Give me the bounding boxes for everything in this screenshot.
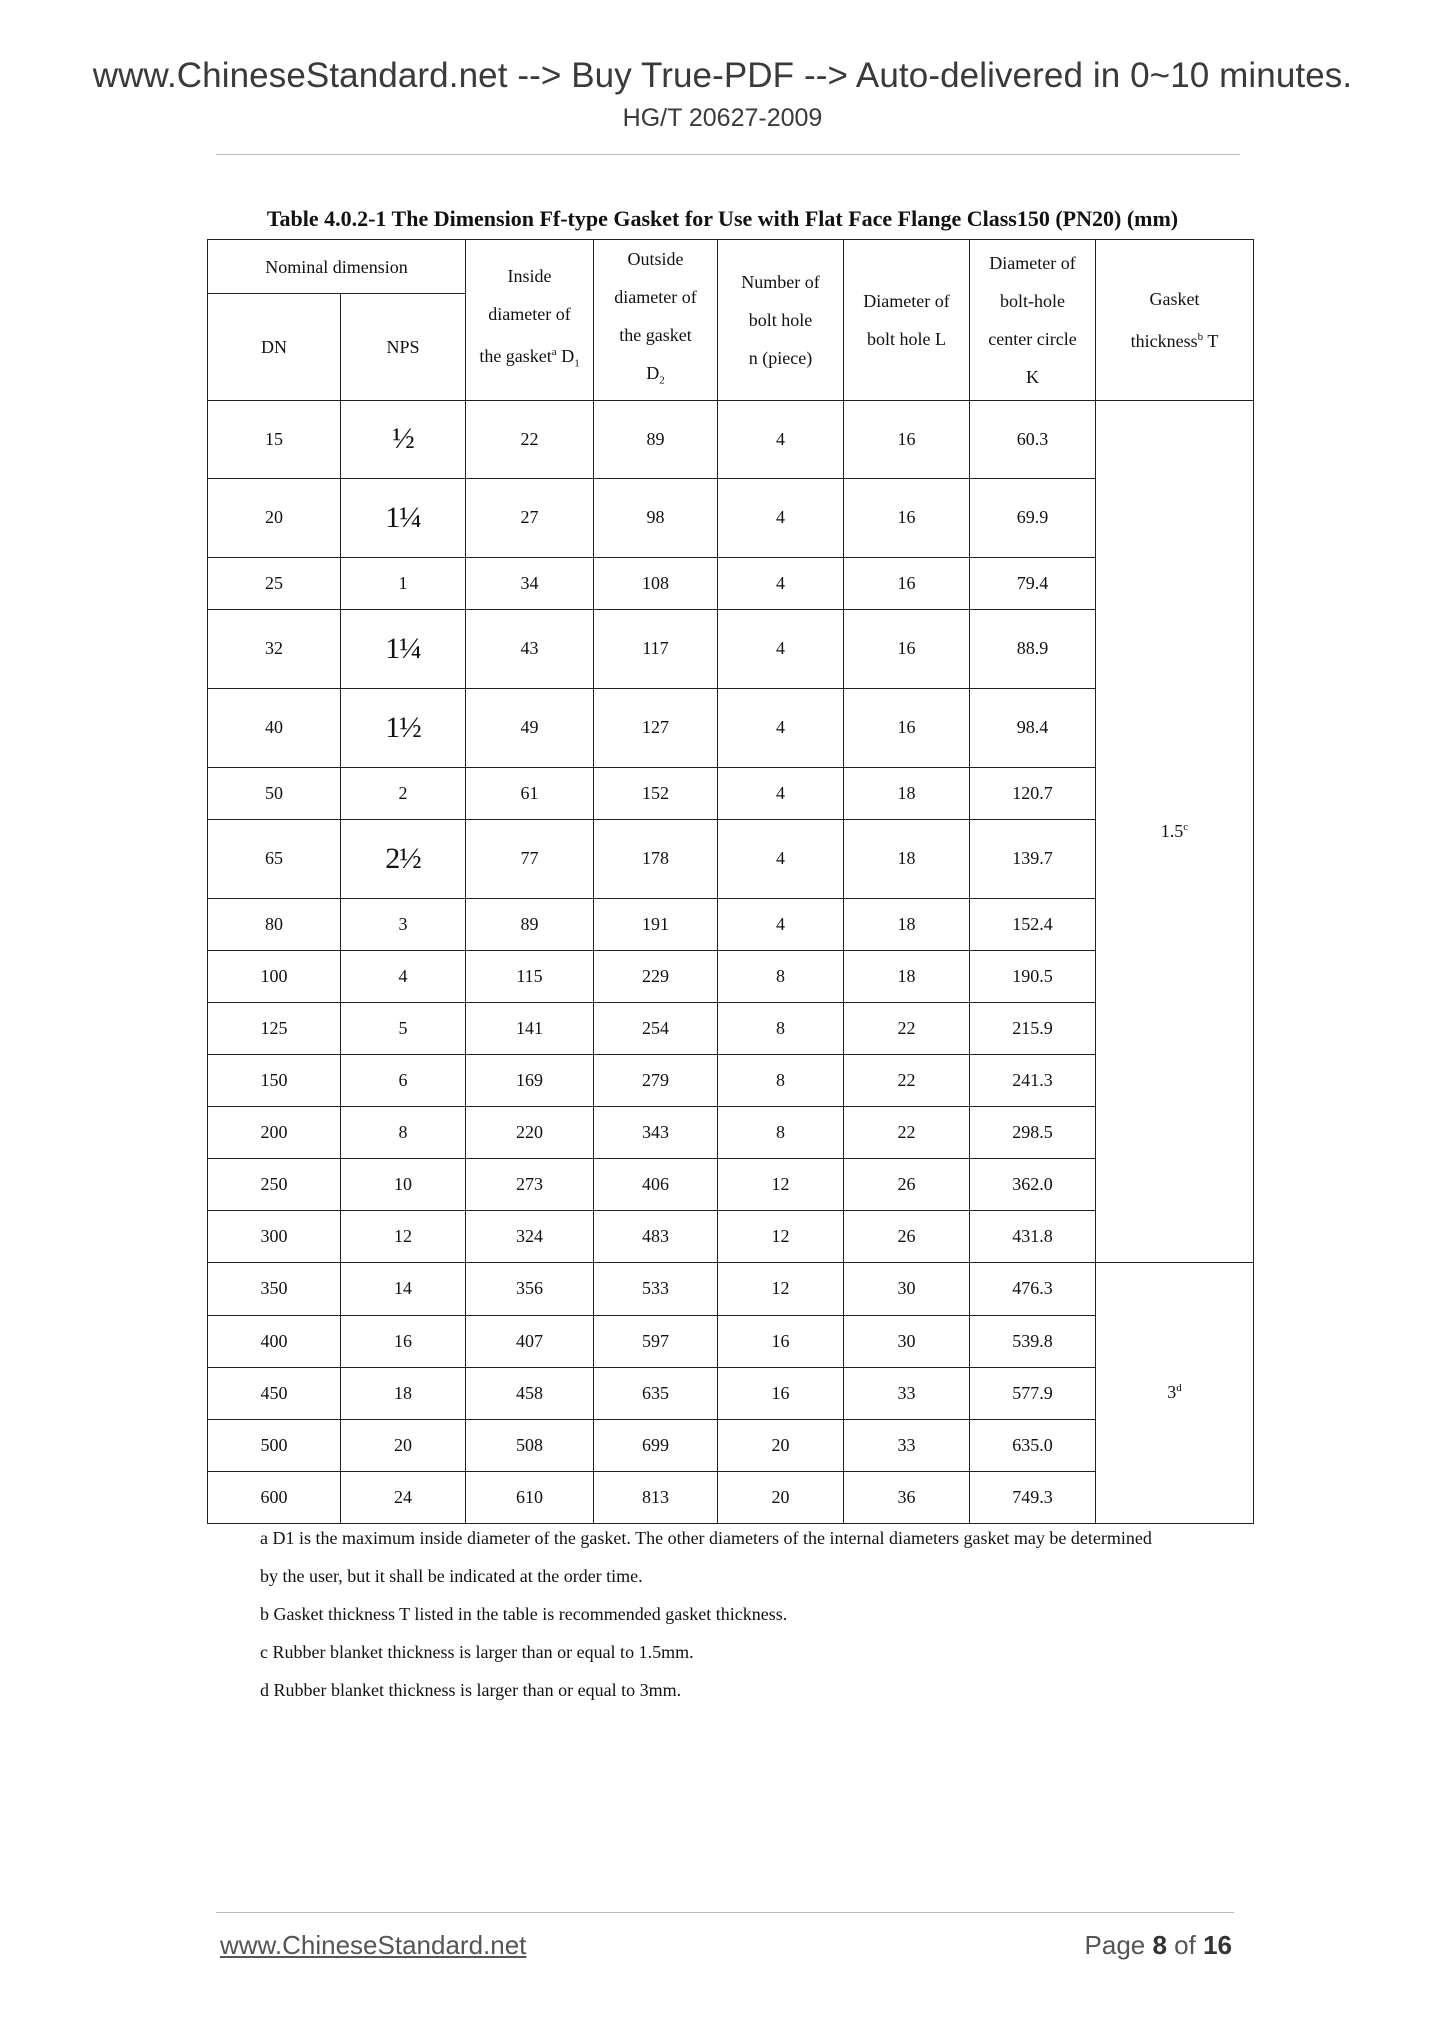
cell-bolt-circle: 539.8 [970,1315,1096,1367]
table-notes [260,1519,1260,1709]
cell-bolt-diameter: 18 [844,819,970,898]
page-indicator: Page 8 of 16 [1084,1930,1232,1960]
cell-outside-diameter: 343 [594,1106,718,1158]
cell-bolt-count: 4 [718,819,844,898]
cell-bolt-diameter: 30 [844,1262,970,1315]
cell-bolt-circle: 362.0 [970,1158,1096,1210]
cell-outside-diameter: 229 [594,950,718,1002]
cell-outside-diameter: 699 [594,1419,718,1471]
cell-nps: 1½ [341,688,466,767]
table-row [208,1262,1254,1315]
cell-nps: 5 [341,1002,466,1054]
header-nominal-dimension: Nominal dimension [208,240,466,294]
cell-bolt-diameter: 16 [844,557,970,609]
cell-outside-diameter: 597 [594,1315,718,1367]
cell-bolt-diameter: 33 [844,1367,970,1419]
cell-bolt-count: 16 [718,1315,844,1367]
cell-inside-diameter: 508 [466,1419,594,1471]
cell-nps: 6 [341,1054,466,1106]
cell-nps: 1¼ [341,478,466,557]
cell-outside-diameter: 178 [594,819,718,898]
cell-inside-diameter: 115 [466,950,594,1002]
cell-outside-diameter: 406 [594,1158,718,1210]
cell-bolt-count: 20 [718,1471,844,1523]
cell-outside-diameter: 98 [594,478,718,557]
cell-outside-diameter: 191 [594,898,718,950]
cell-bolt-diameter: 33 [844,1419,970,1471]
cell-outside-diameter: 483 [594,1210,718,1262]
note-c: c Rubber blanket thickness is larger than or equal to 1.5mm. [260,1642,694,1662]
cell-bolt-circle: 577.9 [970,1367,1096,1419]
cell-inside-diameter: 407 [466,1315,594,1367]
header-outside-diameter: Outside diameter of the gasket $D_2$ [594,240,718,401]
cell-inside-diameter: 610 [466,1471,594,1523]
cell-bolt-count: 8 [718,1106,844,1158]
cell-inside-diameter: 34 [466,557,594,609]
cell-bolt-diameter: 22 [844,1054,970,1106]
cell-inside-diameter: 324 [466,1210,594,1262]
cell-bolt-count: 4 [718,400,844,478]
cell-nps: 2 [341,767,466,819]
cell-nps: 1¼ [341,609,466,688]
cell-nps: ½ [341,400,466,478]
cell-inside-diameter: 273 [466,1158,594,1210]
cell-inside-diameter: 356 [466,1262,594,1315]
cell-bolt-diameter: 18 [844,767,970,819]
cell-dn: 300 [208,1210,341,1262]
cell-outside-diameter: 279 [594,1054,718,1106]
cell-bolt-circle: 635.0 [970,1419,1096,1471]
cell-dn: 200 [208,1106,341,1158]
cell-bolt-count: 12 [718,1262,844,1315]
cell-bolt-diameter: 30 [844,1315,970,1367]
note-b: b Gasket thickness T listed in the table is recommended gasket thickness. [260,1604,788,1624]
cell-dn: 20 [208,478,341,557]
cell-thickness-group-2: 3$^d$ [1096,1262,1254,1523]
cell-inside-diameter: 27 [466,478,594,557]
header-dn: DN [208,294,341,400]
cell-bolt-count: 8 [718,1002,844,1054]
standard-number: HG/T 20627-2009 [622,104,823,132]
cell-bolt-count: 8 [718,1054,844,1106]
cell-nps: 18 [341,1367,466,1419]
cell-nps: 10 [341,1158,466,1210]
cell-bolt-diameter: 18 [844,950,970,1002]
header-bolt-circle-diameter: Diameter of bolt-hole center circle K [970,240,1096,401]
cell-inside-diameter: 43 [466,609,594,688]
cell-dn: 250 [208,1158,341,1210]
cell-bolt-count: 20 [718,1419,844,1471]
cell-bolt-circle: 139.7 [970,819,1096,898]
header-divider [216,154,1240,155]
footer-website-link[interactable]: www.ChineseStandard.net [220,1930,527,1960]
cell-dn: 15 [208,400,341,478]
cell-bolt-circle: 60.3 [970,400,1096,478]
cell-dn: 100 [208,950,341,1002]
cell-nps: 16 [341,1315,466,1367]
cell-bolt-circle: 79.4 [970,557,1096,609]
cell-bolt-count: 4 [718,478,844,557]
cell-bolt-diameter: 22 [844,1002,970,1054]
cell-bolt-diameter: 16 [844,478,970,557]
cell-bolt-circle: 431.8 [970,1210,1096,1262]
cell-inside-diameter: 89 [466,898,594,950]
cell-nps: 14 [341,1262,466,1315]
cell-bolt-circle: 120.7 [970,767,1096,819]
cell-nps: 4 [341,950,466,1002]
cell-bolt-circle: 749.3 [970,1471,1096,1523]
note-a-continued: by the user, but it shall be indicated at the order time. [260,1566,643,1586]
cell-dn: 150 [208,1054,341,1106]
cell-bolt-diameter: 16 [844,609,970,688]
cell-thickness-group-1: 1.5$^c$ [1096,400,1254,1262]
cell-bolt-circle: 69.9 [970,478,1096,557]
table-row [208,400,1254,478]
header-banner: www.ChineseStandard.net --> Buy True-PDF --> Auto-delivered in 0~10 minutes. [92,56,1353,95]
cell-outside-diameter: 108 [594,557,718,609]
cell-dn: 32 [208,609,341,688]
table-caption: Table 4.0.2-1 The Dimension Ff-type Gasket for Use with Flat Face Flange Class150 (PN20) (mm) [266,206,1179,231]
note-d: d Rubber blanket thickness is larger than or equal to 3mm. [260,1680,682,1700]
cell-inside-diameter: 169 [466,1054,594,1106]
cell-bolt-count: 4 [718,688,844,767]
cell-inside-diameter: 77 [466,819,594,898]
cell-bolt-count: 4 [718,557,844,609]
cell-outside-diameter: 117 [594,609,718,688]
cell-dn: 450 [208,1367,341,1419]
cell-bolt-count: 4 [718,609,844,688]
header-bolt-hole-diameter: Diameter of bolt hole L [844,240,970,401]
cell-bolt-circle: 476.3 [970,1262,1096,1315]
cell-nps: 12 [341,1210,466,1262]
cell-dn: 600 [208,1471,341,1523]
header-bolt-hole-number: Number of bolt hole n (piece) [718,240,844,401]
cell-bolt-count: 8 [718,950,844,1002]
cell-bolt-diameter: 26 [844,1210,970,1262]
cell-inside-diameter: 22 [466,400,594,478]
header-inside-diameter: Inside diameter of the gasket$^a$ $D_1$ [466,240,594,401]
cell-outside-diameter: 254 [594,1002,718,1054]
cell-bolt-circle: 88.9 [970,609,1096,688]
cell-bolt-circle: 241.3 [970,1054,1096,1106]
cell-outside-diameter: 89 [594,400,718,478]
cell-outside-diameter: 813 [594,1471,718,1523]
cell-bolt-count: 12 [718,1210,844,1262]
footer-divider [216,1912,1234,1913]
header-gasket-thickness: Gasket thickness$^b$ T [1096,240,1254,401]
cell-bolt-count: 4 [718,898,844,950]
cell-bolt-diameter: 26 [844,1158,970,1210]
cell-inside-diameter: 141 [466,1002,594,1054]
cell-bolt-circle: 98.4 [970,688,1096,767]
cell-dn: 50 [208,767,341,819]
cell-inside-diameter: 49 [466,688,594,767]
cell-bolt-diameter: 36 [844,1471,970,1523]
cell-bolt-diameter: 16 [844,400,970,478]
cell-bolt-count: 12 [718,1158,844,1210]
cell-bolt-circle: 152.4 [970,898,1096,950]
cell-bolt-count: 16 [718,1367,844,1419]
cell-bolt-circle: 215.9 [970,1002,1096,1054]
cell-nps: 3 [341,898,466,950]
cell-outside-diameter: 127 [594,688,718,767]
cell-bolt-diameter: 18 [844,898,970,950]
cell-dn: 80 [208,898,341,950]
cell-dn: 400 [208,1315,341,1367]
cell-dn: 350 [208,1262,341,1315]
cell-dn: 500 [208,1419,341,1471]
cell-inside-diameter: 220 [466,1106,594,1158]
gasket-dimension-table [207,239,1254,1524]
cell-bolt-circle: 190.5 [970,950,1096,1002]
cell-dn: 125 [208,1002,341,1054]
cell-nps: 2½ [341,819,466,898]
note-a: a D1 is the maximum inside diameter of the gasket. The other diameters of the internal diameters gasket may be determined [260,1528,1152,1548]
cell-nps: 24 [341,1471,466,1523]
cell-nps: 1 [341,557,466,609]
cell-dn: 25 [208,557,341,609]
cell-bolt-circle: 298.5 [970,1106,1096,1158]
cell-dn: 40 [208,688,341,767]
cell-inside-diameter: 458 [466,1367,594,1419]
cell-nps: 8 [341,1106,466,1158]
cell-nps: 20 [341,1419,466,1471]
cell-outside-diameter: 533 [594,1262,718,1315]
cell-bolt-count: 4 [718,767,844,819]
cell-outside-diameter: 152 [594,767,718,819]
cell-bolt-diameter: 22 [844,1106,970,1158]
cell-outside-diameter: 635 [594,1367,718,1419]
header-nps: NPS [341,294,466,400]
cell-dn: 65 [208,819,341,898]
cell-bolt-diameter: 16 [844,688,970,767]
cell-inside-diameter: 61 [466,767,594,819]
